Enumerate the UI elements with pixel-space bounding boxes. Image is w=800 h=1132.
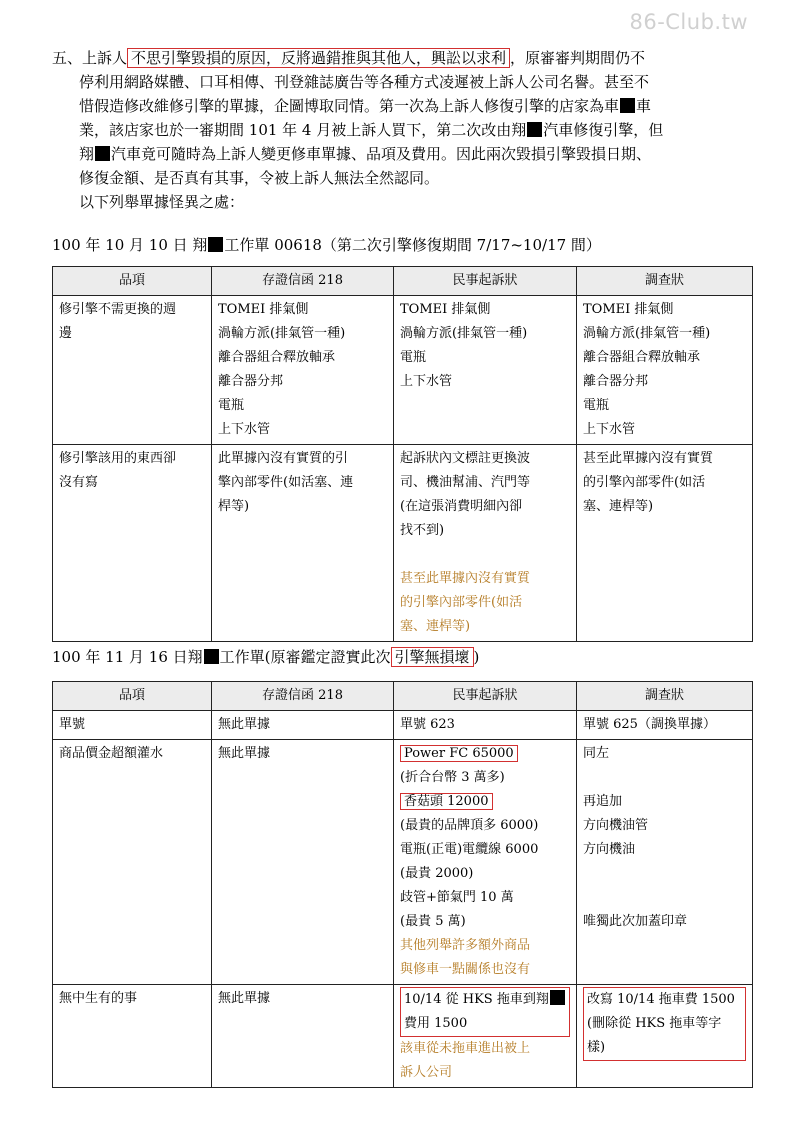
- letter-cell: 無此單據: [212, 740, 394, 985]
- annotation-note: 塞、連桿等): [400, 619, 471, 634]
- highlight-box: 改寫 10/14 拖車費 1500 (刪除從 HKS 拖車等字 樣): [583, 987, 746, 1061]
- column-header: 存證信函 218: [212, 682, 394, 711]
- letter-cell: 此單據內沒有實質的引 擎內部零件(如活塞、連 桿等): [212, 445, 394, 642]
- column-header: 調查狀: [577, 267, 753, 296]
- annotation-note: 的引擎內部零件(如活: [400, 595, 523, 610]
- redaction-block: [550, 990, 565, 1005]
- table-row: [53, 711, 753, 740]
- table-row: [53, 445, 753, 642]
- table-row: [53, 740, 753, 985]
- intro-line-5: 翔 汽車竟可隨時為上訴人變更修車單據、品項及費用。因此兩次毀損引擎毀損日期、: [79, 145, 652, 163]
- letter-cell: 無此單據: [212, 711, 394, 740]
- table-work-order-1: [52, 266, 753, 642]
- watermark: 86-Club.tw: [629, 10, 748, 34]
- redaction-block: [527, 122, 542, 137]
- column-header: 存證信函 218: [212, 267, 394, 296]
- intro-line-1: 五、上訴人 不思引擎毀損的原因，反將過錯推與其他人，興訟以求利 ，原審審判期間仍不: [52, 49, 646, 67]
- column-header: 品項: [53, 682, 212, 711]
- column-header: 調查狀: [577, 682, 753, 711]
- intro-line-6: 修復金額、是否真有其事，令被上訴人無法全然認同。: [79, 169, 440, 187]
- table1-caption: 100 年 10 月 10 日 翔 工作單 00618（第二次引擎修復期間 7/17~10/17 間）: [52, 236, 601, 254]
- complaint-cell: Power FC 65000 (折合台幣 3 萬多) 香菇頭 12000 (最貴的品牌頂多 6000) 電瓶(正電)電纜線 6000 (最貴 2000) 歧管+節氣門 10 萬 (最貴 5 萬) 其他列舉許多額外商品 與修車一點關係也沒有: [394, 740, 577, 985]
- column-header: 民事起訴狀: [394, 682, 577, 711]
- table2-caption: 100 年 11 月 16 日翔 工作單(原審鑑定證實此次 引擎無損壞 ): [52, 648, 480, 666]
- intro-line-4: 業，該店家也於一審期間 101 年 4 月被上訴人買下，第二次改由翔 汽車修復引擎，但: [79, 121, 664, 139]
- complaint-cell: [394, 985, 577, 1088]
- complaint-cell: 起訴狀內文標註更換波 司、機油幫浦、汽門等 (在這張消費明細內卻 找不到) 甚至此單據內沒有實質 的引擎內部零件(如活 塞、連桿等): [394, 445, 577, 642]
- investigation-cell: TOMEI 排氣側 渦輪方派(排氣管一種) 離合器組合釋放軸承 離合器分邦 電瓶 上下水管: [577, 296, 753, 445]
- column-header: 民事起訴狀: [394, 267, 577, 296]
- investigation-cell: 單號 625（調換單據）: [577, 711, 753, 740]
- investigation-cell: 同左 再追加 方向機油管 方向機油 唯獨此次加蓋印章: [577, 740, 753, 985]
- annotation-note: 其他列舉許多額外商品: [400, 938, 531, 953]
- investigation-cell: [577, 985, 753, 1088]
- table-row: [53, 296, 753, 445]
- item-cell: 無中生有的事: [53, 985, 212, 1088]
- highlight-box: 引擎無損壞: [391, 647, 474, 667]
- redaction-block: [208, 237, 223, 252]
- intro-line-2: 停利用網路媒體、口耳相傳、刊登雜誌廣告等各種方式凌遲被上訴人公司名譽。甚至不: [79, 73, 650, 91]
- table-row: [53, 985, 753, 1088]
- annotation-note: 與修車一點關係也沒有: [400, 962, 531, 977]
- highlight-box: 香菇頭 12000: [400, 793, 493, 810]
- intro-paragraph: [52, 46, 756, 214]
- redaction-block: [95, 146, 110, 161]
- investigation-cell: 甚至此單據內沒有實質 的引擎內部零件(如活 塞、連桿等): [577, 445, 753, 642]
- redaction-block: [204, 649, 219, 664]
- letter-cell: TOMEI 排氣側 渦輪方派(排氣管一種) 離合器組合釋放軸承 離合器分邦 電瓶 上下水管: [212, 296, 394, 445]
- redaction-block: [620, 98, 635, 113]
- complaint-cell: 單號 623: [394, 711, 577, 740]
- highlight-box: 不思引擎毀損的原因，反將過錯推與其他人，興訟以求利: [127, 48, 510, 68]
- letter-cell: 無此單據: [212, 985, 394, 1088]
- intro-line-7: 以下列舉單據怪異之處：: [79, 193, 245, 211]
- item-cell: 修引擎該用的東西卻 沒有寫: [53, 445, 212, 642]
- complaint-cell: TOMEI 排氣側 渦輪方派(排氣管一種) 電瓶 上下水管: [394, 296, 577, 445]
- table-header-row: [53, 682, 753, 711]
- item-cell: 修引擎不需更換的週 邊: [53, 296, 212, 445]
- annotation-note: 該車從未拖車進出被上: [400, 1041, 531, 1056]
- annotation-note: 甚至此單據內沒有實質: [400, 571, 531, 586]
- highlight-box: 10/14 從 HKS 拖車到翔 費用 1500: [400, 987, 570, 1037]
- table-work-order-2: [52, 681, 753, 1088]
- item-cell: 單號: [53, 711, 212, 740]
- table-header-row: [53, 267, 753, 296]
- highlight-box: Power FC 65000: [400, 745, 518, 762]
- intro-line-3: 惜假造修改維修引擎的單據，企圖博取同情。第一次為上訴人修復引擎的店家為車 車: [79, 97, 652, 115]
- column-header: 品項: [53, 267, 212, 296]
- item-cell: 商品價金超額灌水: [53, 740, 212, 985]
- annotation-note: 訴人公司: [400, 1065, 453, 1080]
